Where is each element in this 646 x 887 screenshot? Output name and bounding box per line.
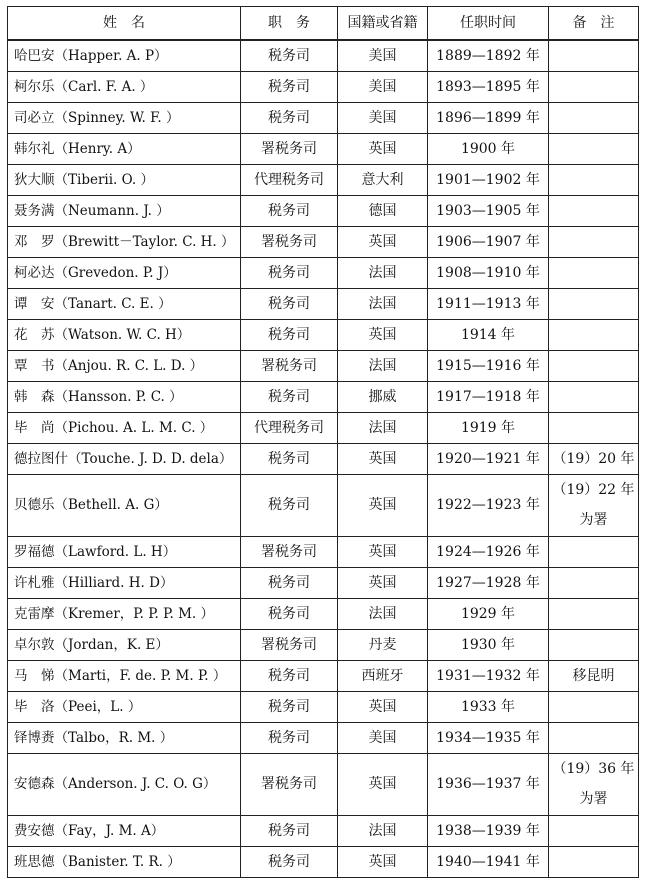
cell-term: 1901—1902 年 <box>428 164 549 195</box>
cell-name: 许札雅（Hilliard. H. D） <box>8 567 241 598</box>
cell-nationality: 英国 <box>338 443 428 474</box>
cell-name: 贝德乐（Bethell. A. G） <box>8 474 241 536</box>
table-row <box>8 474 639 536</box>
cell-position: 税务司 <box>241 257 338 288</box>
cell-remarks <box>549 629 639 660</box>
cell-term: 1915—1916 年 <box>428 350 549 381</box>
header-remarks: 备 注 <box>549 7 639 41</box>
cell-name: 卓尔敦（Jordan，K. E） <box>8 629 241 660</box>
cell-nationality: 法国 <box>338 350 428 381</box>
cell-name: 狄大顺（Tiberii. O. ） <box>8 164 241 195</box>
table-body <box>8 40 639 877</box>
cell-position: 署税务司 <box>241 629 338 660</box>
commissioners-table <box>7 6 639 878</box>
cell-term: 1903—1905 年 <box>428 195 549 226</box>
cell-nationality: 英国 <box>338 133 428 164</box>
table-row <box>8 567 639 598</box>
cell-remarks <box>549 350 639 381</box>
cell-term: 1933 年 <box>428 691 549 722</box>
table-row <box>8 288 639 319</box>
cell-remarks <box>549 195 639 226</box>
cell-position: 税务司 <box>241 815 338 846</box>
header-name: 姓 名 <box>8 7 241 41</box>
cell-remarks <box>549 102 639 133</box>
cell-nationality: 西班牙 <box>338 660 428 691</box>
cell-term: 1889—1892 年 <box>428 40 549 71</box>
cell-term: 1920—1921 年 <box>428 443 549 474</box>
cell-position: 署税务司 <box>241 536 338 567</box>
cell-name: 司必立（Spinney. W. F. ） <box>8 102 241 133</box>
table-row <box>8 102 639 133</box>
cell-name: 覃 书（Anjou. R. C. L. D. ） <box>8 350 241 381</box>
table-row <box>8 846 639 877</box>
table-row <box>8 319 639 350</box>
cell-name: 聂务满（Neumann. J. ） <box>8 195 241 226</box>
header-term: 任职时间 <box>428 7 549 41</box>
cell-nationality: 德国 <box>338 195 428 226</box>
cell-position: 税务司 <box>241 598 338 629</box>
cell-position: 税务司 <box>241 474 338 536</box>
table-row <box>8 722 639 753</box>
cell-term: 1934—1935 年 <box>428 722 549 753</box>
cell-term: 1893—1895 年 <box>428 71 549 102</box>
table-row <box>8 350 639 381</box>
cell-term: 1940—1941 年 <box>428 846 549 877</box>
table-row <box>8 71 639 102</box>
cell-term: 1919 年 <box>428 412 549 443</box>
cell-nationality: 英国 <box>338 753 428 815</box>
cell-term: 1914 年 <box>428 319 549 350</box>
cell-nationality: 法国 <box>338 815 428 846</box>
table-row <box>8 660 639 691</box>
cell-nationality: 美国 <box>338 71 428 102</box>
table-row <box>8 257 639 288</box>
cell-position: 税务司 <box>241 195 338 226</box>
cell-term: 1906—1907 年 <box>428 226 549 257</box>
cell-position: 税务司 <box>241 443 338 474</box>
table-row <box>8 815 639 846</box>
cell-remarks: （19）36 年为署 <box>549 753 639 815</box>
cell-term: 1927—1928 年 <box>428 567 549 598</box>
table-row <box>8 753 639 815</box>
cell-term: 1900 年 <box>428 133 549 164</box>
cell-position: 税务司 <box>241 319 338 350</box>
cell-nationality: 英国 <box>338 319 428 350</box>
cell-remarks <box>549 815 639 846</box>
table-row <box>8 226 639 257</box>
table-row <box>8 164 639 195</box>
cell-nationality: 意大利 <box>338 164 428 195</box>
cell-position: 税务司 <box>241 381 338 412</box>
cell-nationality: 挪威 <box>338 381 428 412</box>
cell-position: 税务司 <box>241 102 338 133</box>
cell-name: 铎博赉（Talbo，R. M. ） <box>8 722 241 753</box>
cell-nationality: 英国 <box>338 846 428 877</box>
cell-position: 署税务司 <box>241 133 338 164</box>
cell-position: 税务司 <box>241 660 338 691</box>
cell-name: 班思德（Banister. T. R. ） <box>8 846 241 877</box>
cell-term: 1896—1899 年 <box>428 102 549 133</box>
cell-term: 1922—1923 年 <box>428 474 549 536</box>
cell-remarks: 移昆明 <box>549 660 639 691</box>
cell-position: 代理税务司 <box>241 164 338 195</box>
cell-remarks <box>549 133 639 164</box>
cell-position: 税务司 <box>241 71 338 102</box>
cell-nationality: 英国 <box>338 474 428 536</box>
cell-position: 代理税务司 <box>241 412 338 443</box>
cell-nationality: 法国 <box>338 598 428 629</box>
cell-remarks <box>549 40 639 71</box>
cell-name: 柯尔乐（Carl. F. A. ） <box>8 71 241 102</box>
cell-term: 1938—1939 年 <box>428 815 549 846</box>
cell-position: 税务司 <box>241 691 338 722</box>
cell-nationality: 美国 <box>338 102 428 133</box>
cell-nationality: 英国 <box>338 536 428 567</box>
cell-remarks <box>549 257 639 288</box>
cell-position: 署税务司 <box>241 226 338 257</box>
table-header <box>8 7 639 41</box>
cell-term: 1931—1932 年 <box>428 660 549 691</box>
cell-remarks <box>549 536 639 567</box>
cell-name: 韩尔礼（Henry. A） <box>8 133 241 164</box>
cell-name: 哈巴安（Happer. A. P） <box>8 40 241 71</box>
cell-position: 税务司 <box>241 722 338 753</box>
cell-remarks <box>549 846 639 877</box>
cell-remarks <box>549 598 639 629</box>
table-row <box>8 40 639 71</box>
header-row <box>8 7 639 41</box>
cell-remarks <box>549 722 639 753</box>
cell-name: 谭 安（Tanart. C. E. ） <box>8 288 241 319</box>
cell-term: 1908—1910 年 <box>428 257 549 288</box>
cell-position: 税务司 <box>241 846 338 877</box>
cell-name: 马 悌（Marti，F. de. P. M. P. ） <box>8 660 241 691</box>
cell-position: 税务司 <box>241 40 338 71</box>
cell-nationality: 英国 <box>338 691 428 722</box>
table-row <box>8 691 639 722</box>
table-row <box>8 133 639 164</box>
cell-nationality: 法国 <box>338 288 428 319</box>
cell-term: 1930 年 <box>428 629 549 660</box>
cell-name: 罗福德（Lawford. L. H） <box>8 536 241 567</box>
table-row <box>8 381 639 412</box>
cell-term: 1936—1937 年 <box>428 753 549 815</box>
cell-remarks <box>549 319 639 350</box>
cell-position: 税务司 <box>241 567 338 598</box>
cell-remarks <box>549 691 639 722</box>
cell-name: 毕 尚（Pichou. A. L. M. C. ） <box>8 412 241 443</box>
header-position: 职 务 <box>241 7 338 41</box>
cell-remarks <box>549 567 639 598</box>
cell-name: 柯必达（Grevedon. P. J） <box>8 257 241 288</box>
cell-name: 花 苏（Watson. W. C. H） <box>8 319 241 350</box>
header-nationality: 国籍或省籍 <box>338 7 428 41</box>
cell-position: 署税务司 <box>241 753 338 815</box>
cell-position: 署税务司 <box>241 350 338 381</box>
cell-nationality: 法国 <box>338 257 428 288</box>
cell-remarks <box>549 288 639 319</box>
table-row <box>8 412 639 443</box>
cell-name: 韩 森（Hansson. P. C. ） <box>8 381 241 412</box>
table-row <box>8 598 639 629</box>
cell-nationality: 丹麦 <box>338 629 428 660</box>
table-row <box>8 195 639 226</box>
cell-nationality: 美国 <box>338 40 428 71</box>
cell-name: 安德森（Anderson. J. C. O. G） <box>8 753 241 815</box>
cell-remarks <box>549 412 639 443</box>
cell-nationality: 法国 <box>338 412 428 443</box>
cell-nationality: 英国 <box>338 567 428 598</box>
cell-name: 毕 洛（Peei，L. ） <box>8 691 241 722</box>
cell-remarks: （19）20 年 <box>549 443 639 474</box>
cell-term: 1917—1918 年 <box>428 381 549 412</box>
cell-name: 德拉图什（Touche. J. D. D. dela） <box>8 443 241 474</box>
cell-term: 1924—1926 年 <box>428 536 549 567</box>
table-row <box>8 629 639 660</box>
cell-nationality: 英国 <box>338 226 428 257</box>
cell-remarks <box>549 226 639 257</box>
cell-position: 税务司 <box>241 288 338 319</box>
cell-term: 1911—1913 年 <box>428 288 549 319</box>
cell-nationality: 美国 <box>338 722 428 753</box>
cell-remarks <box>549 71 639 102</box>
cell-remarks <box>549 381 639 412</box>
cell-name: 克雷摩（Kremer，P. P. P. M. ） <box>8 598 241 629</box>
cell-name: 邓 罗（Brewitt－Taylor. C. H. ） <box>8 226 241 257</box>
table-row <box>8 536 639 567</box>
cell-name: 费安德（Fay，J. M. A） <box>8 815 241 846</box>
cell-remarks: （19）22 年为署 <box>549 474 639 536</box>
table-row <box>8 443 639 474</box>
cell-term: 1929 年 <box>428 598 549 629</box>
cell-remarks <box>549 164 639 195</box>
